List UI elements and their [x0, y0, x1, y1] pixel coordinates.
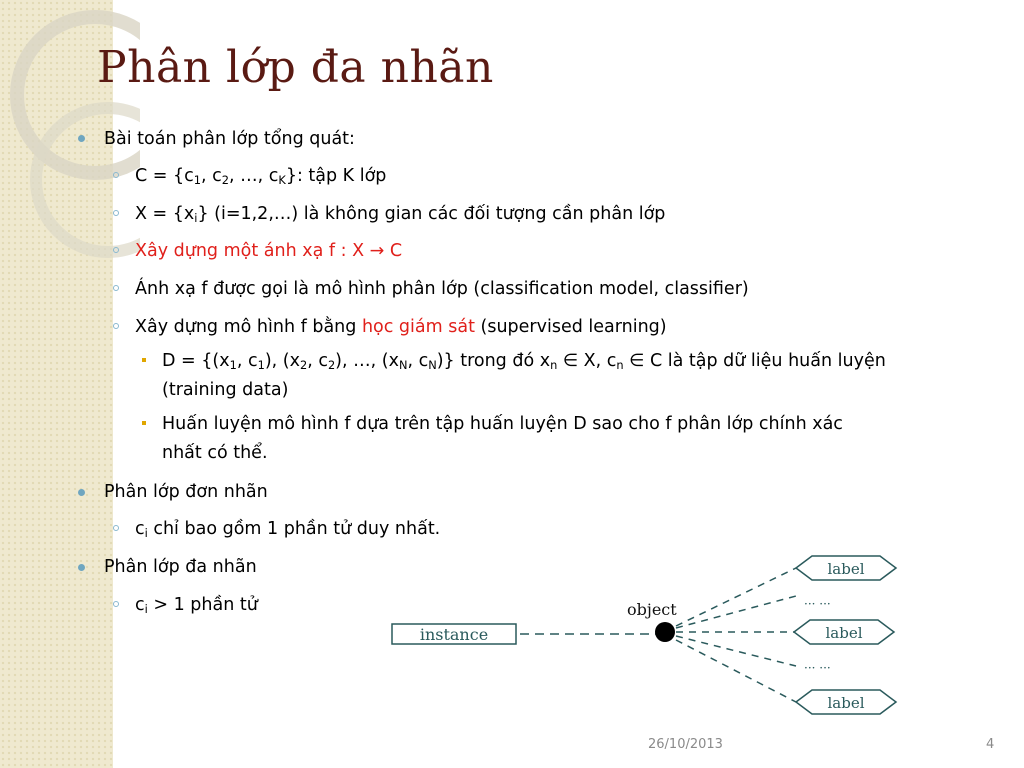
- bullet-training-data: $D = \{(x_1$, $c_1$), ($x_2$, $c_2$), …, ($x_N$, $c_N$)} trong đó $x_n$ ∈ X, $c_n$ ∈ C là tập dữ liệu huấn luyện: [162, 351, 886, 372]
- ellipsis-1: ··· ···: [804, 597, 831, 611]
- bullet-supervised: Xây dựng mô hình f bằng học giám sát (supervised learning): [135, 317, 667, 337]
- bullet-class-set: $C = \{c_1$, $c_2$, …, $c_K$}: tập K lớp: [135, 166, 387, 187]
- bullet-training: Huấn luyện mô hình f dựa trên tập huấn luyện D sao cho f phân lớp chính xác: [162, 414, 843, 434]
- object-text: object: [627, 600, 677, 619]
- bullet-model: Ánh xạ f được gọi là mô hình phân lớp (classification model, classifier): [135, 279, 749, 299]
- bullet-multi-label-desc: $c_i > 1$ phần tử: [135, 595, 258, 616]
- label-node-2: [794, 620, 894, 644]
- page-number: 4: [986, 737, 995, 752]
- bullet-single-label: Phân lớp đơn nhãn: [104, 482, 268, 502]
- bullet-training-cont: nhất có thể.: [162, 443, 268, 463]
- svg-text:label: label: [827, 560, 865, 578]
- bullet-multi-label: Phân lớp đa nhãn: [104, 557, 257, 577]
- footer-date: 26/10/2013: [648, 737, 723, 752]
- bullet-general-problem: Bài toán phân lớp tổng quát:: [104, 129, 355, 149]
- bullet-ring: [113, 172, 119, 178]
- slide-title: Phân lớp đa nhãn: [97, 42, 494, 93]
- instance-text: instance: [419, 625, 489, 644]
- bullet-single-label-desc: $c_i$ chỉ bao gồm 1 phần tử duy nhất.: [135, 519, 441, 540]
- bullet-dot: [78, 564, 85, 571]
- bullet-mapping: Xây dựng một ánh xạ f : X → C: [135, 241, 403, 261]
- bullet-dot: [78, 489, 85, 496]
- bullet-ring: [113, 247, 119, 253]
- bullet-ring: [113, 285, 119, 291]
- bullet-object-space: $X = \{x_i\}$ (i=1,2,…) là không gian các đối tượng cần phân lớp: [135, 204, 666, 225]
- object-node: [655, 622, 675, 642]
- bullet-ring: [113, 525, 119, 531]
- label-node-3: [796, 690, 896, 714]
- bullet-ring: [113, 210, 119, 216]
- bullet-square: [142, 421, 146, 425]
- svg-text:label: label: [825, 624, 863, 642]
- bullet-ring: [113, 601, 119, 607]
- svg-text:label: label: [827, 694, 865, 712]
- label-node-1: [796, 556, 896, 580]
- ellipsis-2: ··· ···: [804, 661, 831, 675]
- bullet-ring: [113, 323, 119, 329]
- bullet-square: [142, 358, 146, 362]
- bullet-training-data-cont: (training data): [162, 380, 289, 400]
- multi-label-diagram: [360, 546, 910, 726]
- bullet-dot: [78, 135, 85, 142]
